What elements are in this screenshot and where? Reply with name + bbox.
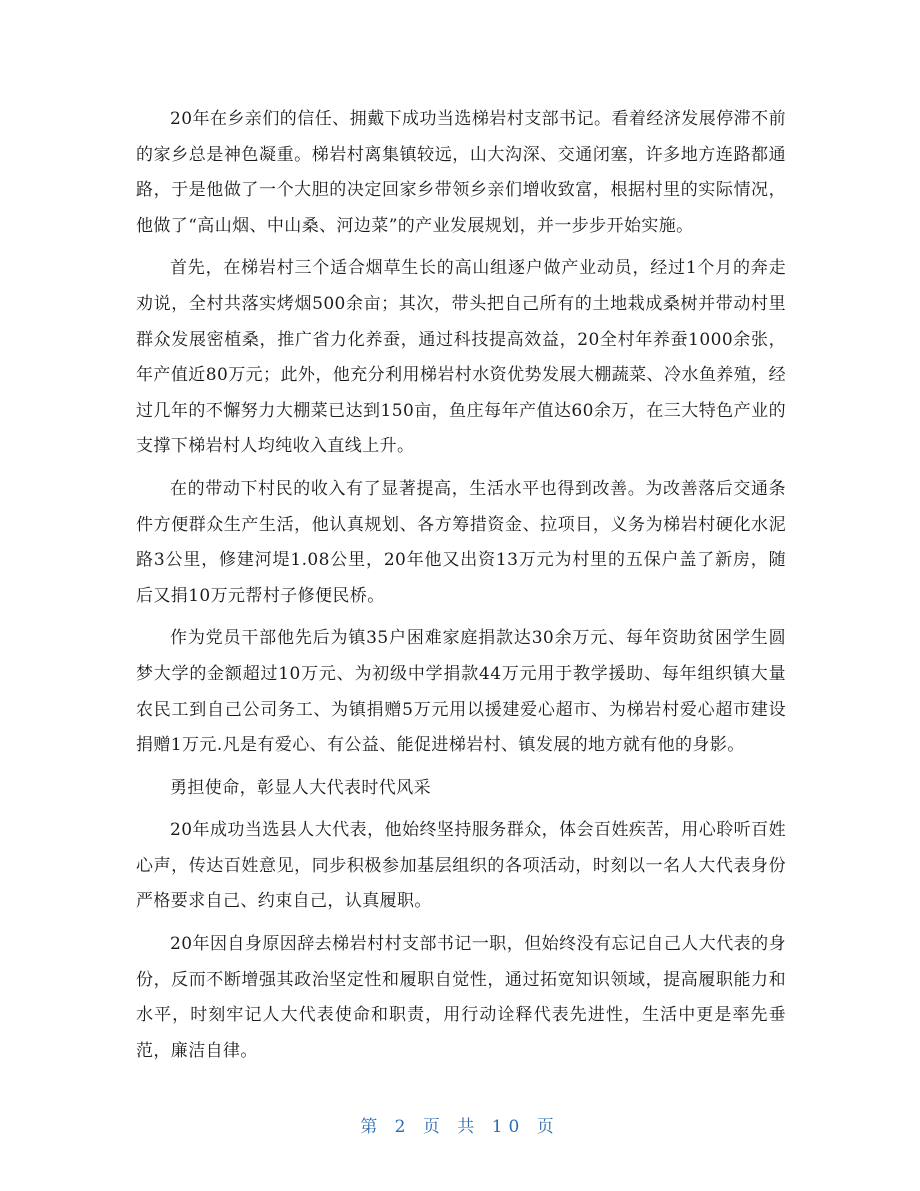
page-number-footer: 第 2 页 共 10 页 [360, 1117, 560, 1137]
paragraph-4: 作为党员干部他先后为镇35户困难家庭捐款达30余万元、每年资助贫困学生圆梦大学的金额超过10万元、为初级中学捐款44万元用于教学援助、每年组织镇大量农民工到自己公司务工、为镇捐赠5万元用以援建爱心超市、为梯岩村爱心超市建设捐赠1万元.凡是有爱心、有公益、能促进梯岩村、镇发展的地方就有他的身影。 [136, 628, 786, 756]
paragraph-2: 首先，在梯岩村三个适合烟草生长的高山组逐户做产业动员，经过1个月的奔走劝说，全村共落实烤烟500余亩；其次，带头把自己所有的土地栽成桑树并带动村里群众发展密植桑，推广省力化养蚕，通过科技提高效益，20全村年养蚕1000余张，年产值近80万元；此外，他充分利用梯岩村水资优势发展大棚蔬菜、冷水鱼养殖，经过几年的不懈努力大棚菜已达到150亩，鱼庄每年产值达60余万，在三大特色产业的支撑下梯岩村人均纯收入直线上升。 [136, 258, 786, 457]
paragraph-3: 在的带动下村民的收入有了显著提高，生活水平也得到改善。为改善落后交通条件方便群众生产生活，他认真规划、各方筹措资金、拉项目，义务为梯岩村硬化水泥路3公里，修建河堤1.08公里，20年他又出资13万元为村里的五保户盖了新房，随后又捐10万元帮村子修便民桥。 [136, 478, 786, 606]
paragraph-5: 20年成功当选县人大代表，他始终坚持服务群众，体会百姓疾苦，用心聆听百姓心声，传达百姓意见，同步积极参加基层组织的各项活动，时刻以一名人大代表身份严格要求自己、约束自己，认真履职。 [136, 820, 786, 912]
paragraph-1: 20年在乡亲们的信任、拥戴下成功当选梯岩村支部书记。看着经济发展停滞不前的家乡总是神色凝重。梯岩村离集镇较远，山大沟深、交通闭塞，许多地方连路都通路，于是他做了一个大胆的决定回家乡带领乡亲们增收致富，根据村里的实际情况，他做了“高山烟、中山桑、河边菜”的产业发展规划，并一步步开始实施。 [136, 109, 786, 236]
section-heading: 勇担使命，彰显人大代表时代风采 [170, 777, 431, 798]
document-body [136, 102, 786, 1076]
paragraph-6: 20年因自身原因辞去梯岩村村支部书记一职，但始终没有忘记自己人大代表的身份，反而不断增强其政治坚定性和履职自觉性，通过拓宽知识领域，提高履职能力和水平，时刻牢记人大代表使命和职责，用行动诠释代表先进性，生活中更是率先垂范，廉洁自律。 [136, 934, 786, 1061]
